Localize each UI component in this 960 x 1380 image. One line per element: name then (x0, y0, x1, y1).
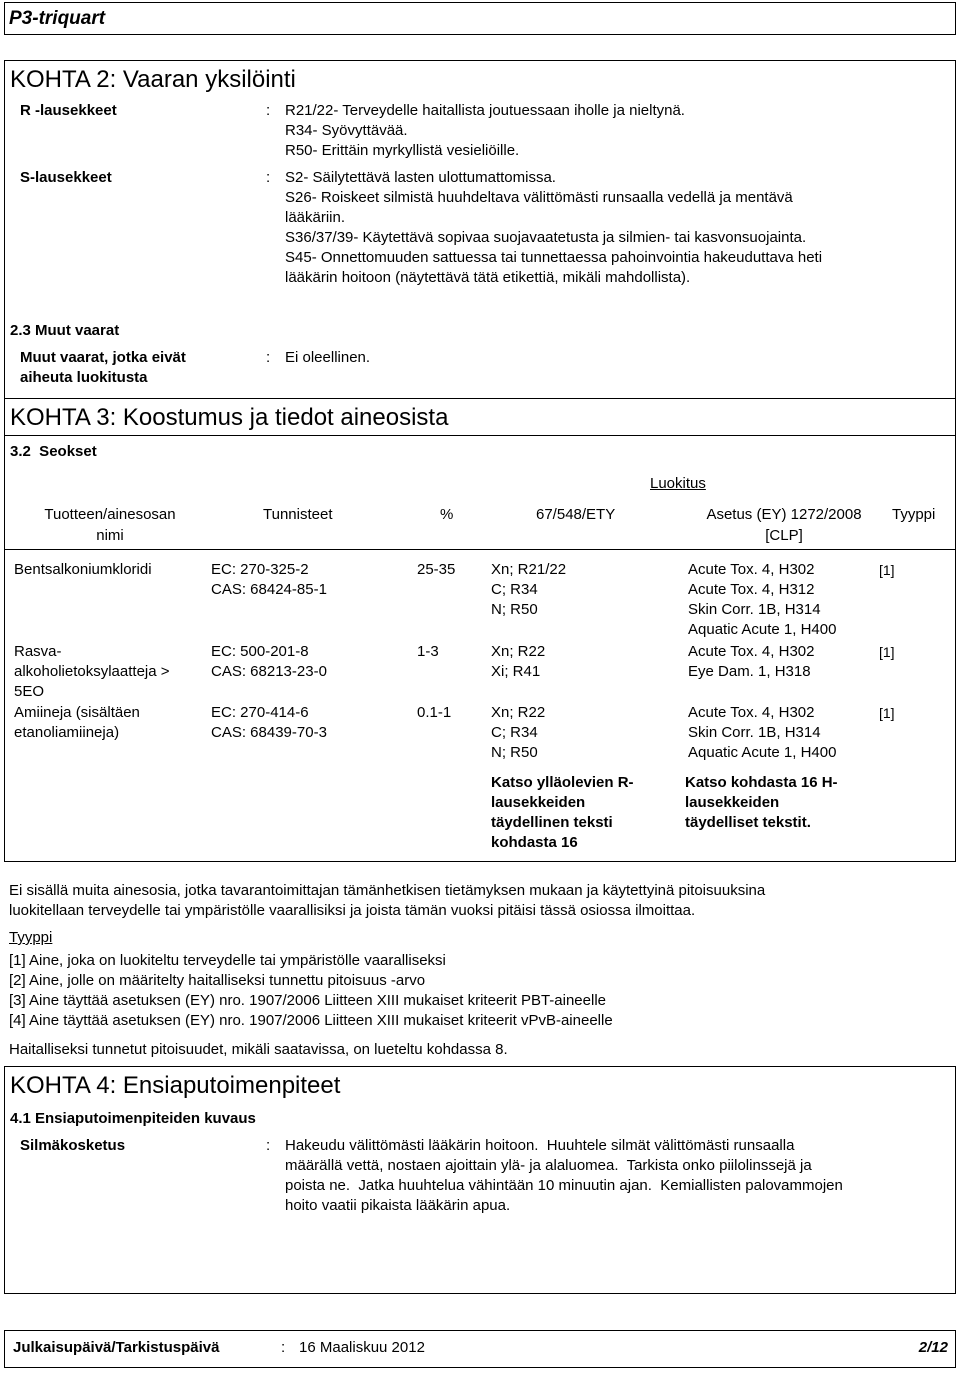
colon: : (266, 169, 271, 186)
issue-date-label: Julkaisupäivä/Tarkistuspäivä (13, 1339, 220, 1356)
row-name-line: Rasva- (14, 643, 62, 660)
row-dsd-line: N; R50 (491, 601, 538, 618)
s-phrase-2: S26- Roiskeet silmistä huuhdeltava välittömästi runsaalla vedellä ja mentävä (285, 189, 793, 206)
col-dsd: 67/548/ETY (536, 506, 616, 523)
row-id-line: EC: 270-325-2 (211, 561, 309, 578)
s-phrase-3: lääkäriin. (285, 209, 346, 226)
section-4-title: KOHTA 4: Ensiaputoimenpiteet (10, 1072, 341, 1099)
other-hazards-heading: 2.3 Muut vaarat (10, 322, 120, 339)
section-2-title: KOHTA 2: Vaaran yksilöinti (10, 66, 296, 93)
eye-contact-line: poista ne. Jatka huuhtelua vähintään 10 minuutin ajan. Kemiallisten palovammojen (285, 1177, 843, 1194)
row-dsd-line: Xn; R22 (491, 704, 546, 721)
note-line: Katso kohdasta 16 H- (685, 774, 838, 791)
disclosure-paragraph-line: Ei sisällä muita ainesosia, jotka tavarantoimittajan tämänhetkisen tietämyksen mukaan ja käytettyinä pitoisuuksina (9, 882, 766, 899)
note-line: täydellinen teksti (491, 814, 613, 831)
r-phrases-label: R -lausekkeet (20, 102, 117, 119)
type-note: [3] Aine täyttää asetuksen (EY) nro. 1907/2006 Liitteen XIII mukaiset kriteerit PBT-aineelle (9, 992, 606, 1009)
clp-full-text-note (685, 773, 838, 833)
row-id-line: CAS: 68439-70-3 (211, 724, 327, 741)
eye-contact-label: Silmäkosketus (20, 1137, 126, 1154)
row-id-line: EC: 270-414-6 (211, 704, 309, 721)
row-dsd-line: Xi; R41 (491, 663, 541, 680)
note-line: kohdasta 16 (491, 834, 578, 851)
row-clp-line: Skin Corr. 1B, H314 (688, 724, 821, 741)
colon: : (266, 1137, 271, 1154)
note-line: täydelliset tekstit. (685, 814, 811, 831)
row-name-line: etanoliamiineja) (14, 724, 120, 741)
table-row (14, 642, 950, 702)
row-clp-line: Aquatic Acute 1, H400 (688, 621, 837, 638)
row-clp-line: Acute Tox. 4, H302 (688, 704, 815, 721)
row-dsd-line: Xn; R22 (491, 643, 546, 660)
col-type: Tyyppi (892, 506, 936, 523)
row-percent: 0.1-1 (417, 704, 452, 721)
header-box (4, 2, 956, 35)
type-note: [2] Aine, jolle on määritelty haitalliseksi tunnettu pitoisuus -arvo (9, 972, 426, 989)
eye-contact-line: Hakeudu välittömästi lääkärin hoitoon. Huuhtele silmät välittömästi runsaalla (285, 1137, 795, 1154)
col-identifiers: Tunnisteet (263, 506, 333, 523)
section-3-title: KOHTA 3: Koostumus ja tiedot aineosista (10, 404, 449, 431)
row-type: [1] (879, 562, 895, 578)
row-dsd-line: N; R50 (491, 744, 538, 761)
row-percent: 1-3 (417, 643, 439, 660)
eye-contact-line: hoito vaatii pikaista lääkärin apua. (285, 1197, 511, 1214)
type-note: [4] Aine täyttää asetuksen (EY) nro. 1907/2006 Liitteen XIII mukaiset kriteerit vPvB-aineelle (9, 1012, 613, 1029)
exposure-limits-note: Haitalliseksi tunnetut pitoisuudet, mikäli saatavissa, on lueteltu kohdassa 8. (9, 1041, 508, 1058)
col-percent: % (440, 506, 454, 523)
eye-contact-line: määrällä vettä, nostaen ajoittain ylä- ja alaluomea. Tarkista onko piilolinssejä ja (285, 1157, 812, 1174)
issue-date-value: 16 Maaliskuu 2012 (299, 1339, 425, 1356)
colon: : (266, 349, 271, 366)
r-phrase-3: R50- Erittäin myrkyllistä vesieliöille. (285, 142, 520, 159)
s-phrases-label: S-lausekkeet (20, 169, 112, 186)
other-hazards-value: Ei oleellinen. (285, 349, 371, 366)
s-phrase-5: S45- Onnettomuuden sattuessa tai tunnettaessa pahoinvointia hakeuduttava heti (285, 249, 823, 266)
dsd-full-text-note (491, 773, 634, 853)
note-line: lausekkeiden (685, 794, 780, 811)
table-header-rule (4, 549, 956, 550)
col-clp-2: [CLP] (765, 527, 803, 544)
colon: : (281, 1339, 286, 1356)
mixtures-heading: 3.2 Seokset (10, 443, 97, 460)
colon: : (266, 102, 271, 119)
row-type: [1] (879, 705, 895, 721)
row-name-line: 5EO (14, 683, 45, 700)
r-phrase-2: R34- Syövyttävää. (285, 122, 408, 139)
first-aid-heading: 4.1 Ensiaputoimenpiteiden kuvaus (10, 1110, 256, 1127)
row-dsd-line: C; R34 (491, 581, 538, 598)
row-dsd-line: Xn; R21/22 (491, 561, 567, 578)
type-heading: Tyyppi (9, 929, 53, 946)
row-clp-line: Acute Tox. 4, H302 (688, 561, 815, 578)
other-hazards-label-2: aiheuta luokitusta (20, 369, 148, 386)
r-phrase-1: R21/22- Terveydelle haitallista joutuessaan iholle ja nieltynä. (285, 102, 685, 119)
row-clp-line: Eye Dam. 1, H318 (688, 663, 811, 680)
s-phrase-6: lääkärin hoitoon (näytettävä tätä etikettiä, mikäli mahdollista). (285, 269, 691, 286)
row-id-line: EC: 500-201-8 (211, 643, 309, 660)
disclosure-paragraph-line: luokitellaan terveydelle tai ympäristölle vaarallisiksi ja joista tämän vuoksi pitäisi tässä osiossa ilmoittaa. (9, 902, 696, 919)
row-name-line: alkoholietoksylaatteja > (14, 663, 170, 680)
product-name: P3-triquart (9, 8, 106, 29)
s-phrase-1: S2- Säilytettävä lasten ulottumattomissa. (285, 169, 556, 186)
row-percent: 25-35 (417, 561, 456, 578)
type-note: [1] Aine, joka on luokiteltu terveydelle tai ympäristölle vaaralliseksi (9, 952, 446, 969)
classification-heading: Luokitus (650, 475, 706, 492)
col-name-2: nimi (96, 527, 124, 544)
row-clp-line: Acute Tox. 4, H302 (688, 643, 815, 660)
row-clp-line: Acute Tox. 4, H312 (688, 581, 815, 598)
row-id-line: CAS: 68424-85-1 (211, 581, 327, 598)
s-phrase-4: S36/37/39- Käytettävä sopivaa suojavaatetusta ja silmien- tai kasvonsuojainta. (285, 229, 807, 246)
row-clp-line: Aquatic Acute 1, H400 (688, 744, 837, 761)
row-clp-line: Skin Corr. 1B, H314 (688, 601, 821, 618)
note-line: Katso ylläolevien R- (491, 774, 634, 791)
row-id-line: CAS: 68213-23-0 (211, 663, 327, 680)
col-name-1: Tuotteen/ainesosan (44, 506, 176, 523)
row-name-line: Amiineja (sisältäen (14, 704, 140, 721)
col-clp-1: Asetus (EY) 1272/2008 (706, 506, 862, 523)
row-type: [1] (879, 644, 895, 660)
note-line: lausekkeiden (491, 794, 586, 811)
row-dsd-line: C; R34 (491, 724, 538, 741)
row-name-line: Bentsalkoniumkloridi (14, 561, 152, 578)
other-hazards-label-1: Muut vaarat, jotka eivät (20, 349, 186, 366)
table-row (14, 560, 950, 640)
table-row (14, 703, 950, 763)
page-number: 2/12 (918, 1339, 948, 1356)
